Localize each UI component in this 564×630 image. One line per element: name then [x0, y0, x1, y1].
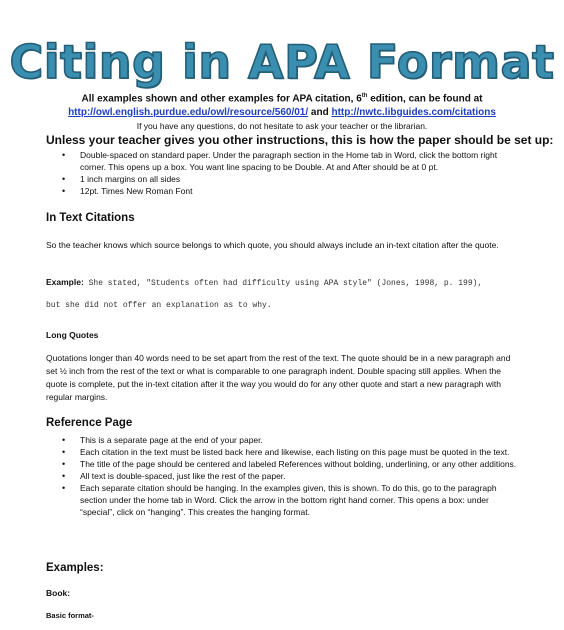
intro-line [0, 93, 564, 104]
setup-list [62, 149, 522, 197]
intro-text: All examples shown and other examples for APA citation, 6 [81, 93, 362, 105]
example-quote: She stated, "Students often had difficulty using APA style" (Jones, 1998, p. 199), [83, 279, 483, 288]
setup-heading: Unless your teacher gives you other instructions, this is how the paper should be set up: [46, 133, 554, 147]
list-item: • Each citation in the text must be listed back here and likewise, each listing on this page must be quoted in the text. [62, 446, 522, 458]
long-quotes-paragraph: Quotations longer than 40 words need to be set apart from the rest of the text. The quote should be in a new paragraph and set ½ inch from the rest of the text or what is comparable to one paragraph indent. Double spacing still applies. When the quote is complete, put the in-text citation after it the way you would do for any other quote and start a new paragraph with regular margins. [46, 353, 511, 402]
list-item: • The title of the page should be centered and labeled References without bolding, underlining, or any other additions. [62, 458, 522, 470]
basic-format-label: Basic format- [46, 611, 94, 620]
examples-heading: Examples: [46, 562, 104, 574]
links-and: and [308, 107, 332, 118]
in-text-heading: In Text Citations [46, 212, 135, 224]
list-item: • Double-spaced on standard paper. Under the paragraph section in the Home tab in Word, click the bottom right corner. This opens up a box. You want line spacing to be Double. At and After should be at 0 pt. [62, 149, 522, 173]
intro-sup: th [361, 93, 368, 99]
list-item: • All text is double-spaced, just like the rest of the paper. [62, 470, 522, 482]
long-quotes-heading: Long Quotes [46, 330, 99, 340]
list-item: • 12pt. Times New Roman Font [62, 185, 522, 197]
reference-heading: Reference Page [46, 417, 133, 429]
example-line-2: but she did not offer an explanation as to why. [46, 301, 272, 310]
book-label: Book: [46, 588, 71, 598]
in-text-paragraph: So the teacher knows which source belongs to which quote, you should always include an in-text citation after the quote. [46, 240, 499, 250]
example-label: Example: [46, 277, 84, 287]
list-item: • This is a separate page at the end of your paper. [62, 434, 522, 446]
purdue-owl-link[interactable]: http://owl.english.purdue.edu/owl/resource/560/01/ [68, 107, 309, 118]
libguides-link[interactable]: http://nwtc.libguides.com/citations [331, 107, 496, 118]
page-title: Citing in APA Format [9, 35, 555, 89]
intro-note: If you have any questions, do not hesitate to ask your teacher or the librarian. [136, 121, 428, 131]
intro-links [0, 107, 564, 118]
example-line-1 [46, 276, 522, 290]
intro-text-end: edition, can be found at [367, 93, 483, 105]
list-item: • Each separate citation should be hanging. In the examples given, this is shown. To do this, go to the paragraph section under the home tab in Word. Click the arrow in the bottom right hand corner. This opens a box: under “special”, click on “hanging”. This creates the hanging format. [62, 482, 522, 518]
list-item: • 1 inch margins on all sides [62, 173, 522, 185]
reference-list [62, 434, 522, 518]
